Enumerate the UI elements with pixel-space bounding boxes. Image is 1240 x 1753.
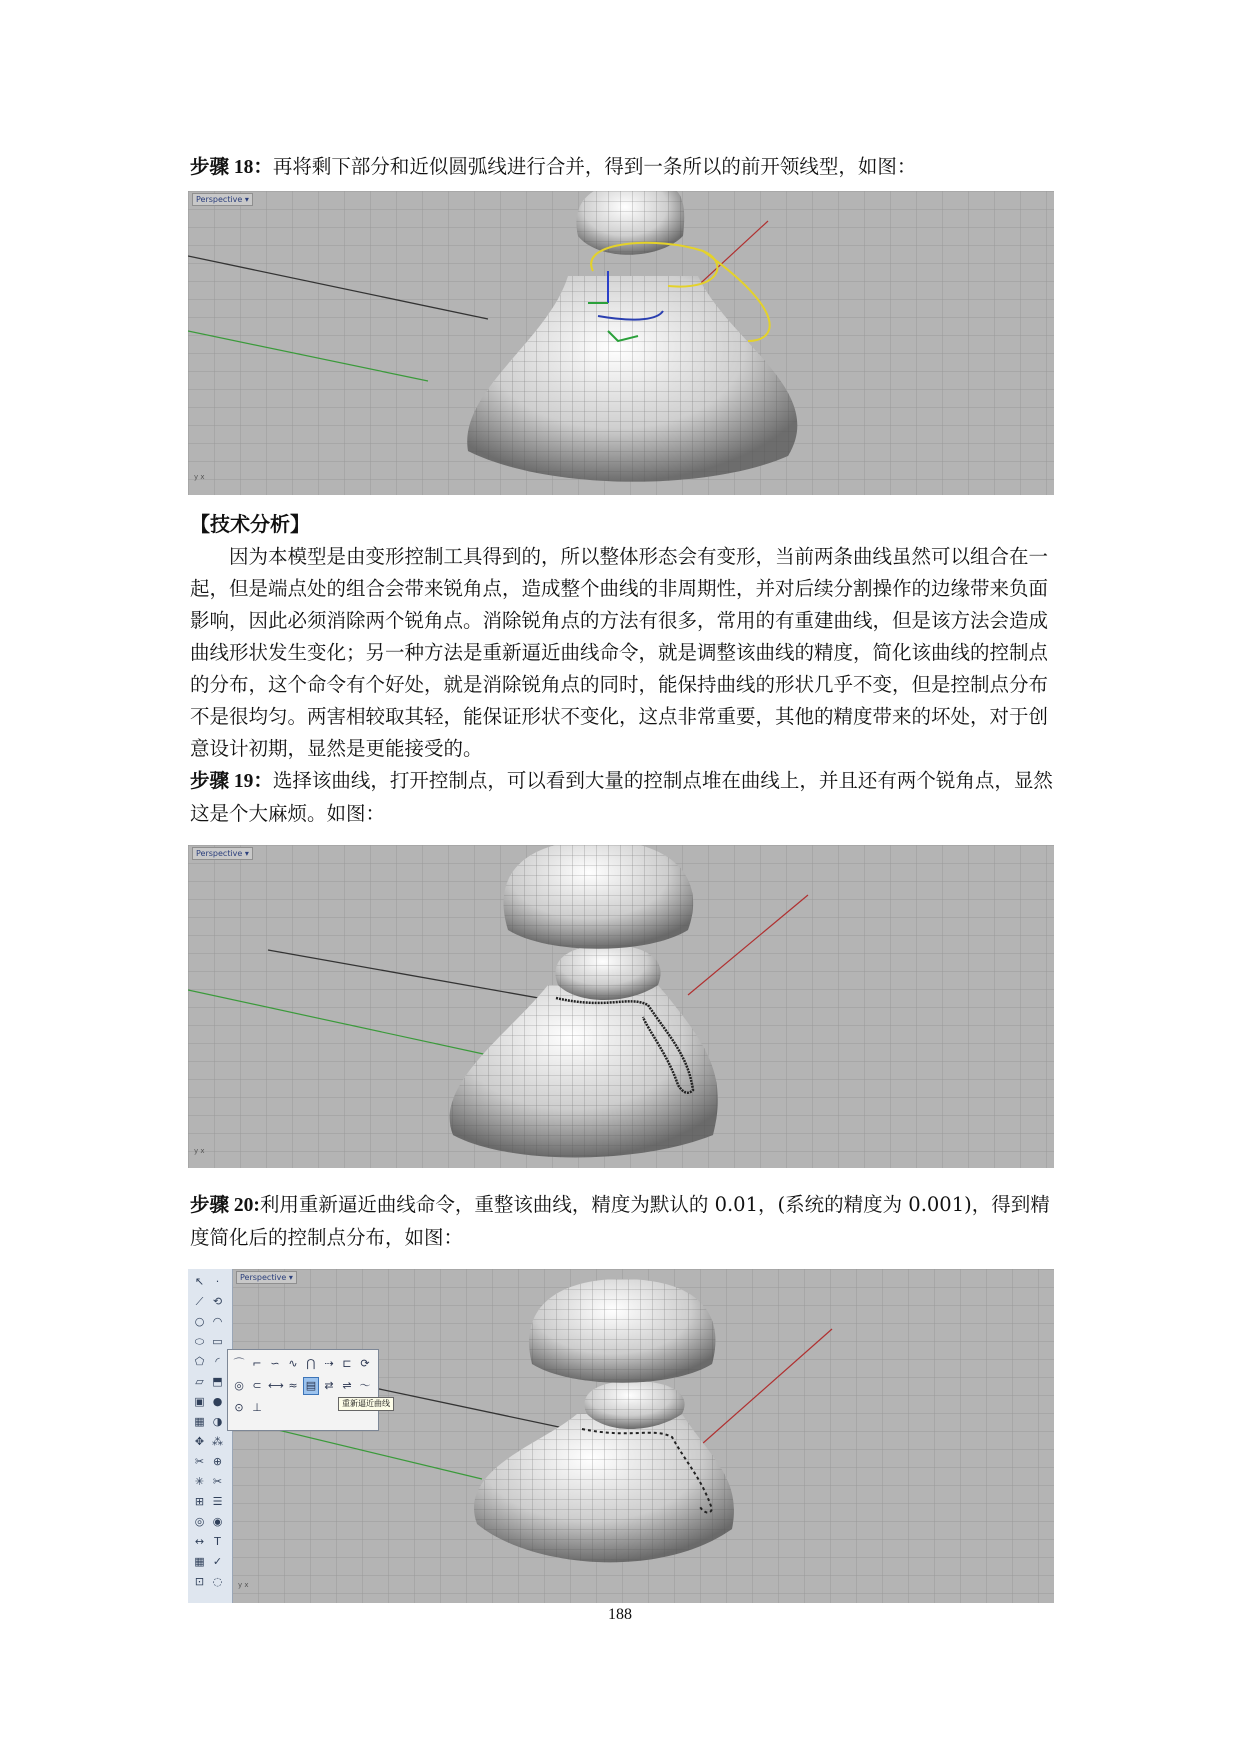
figure-3-render	[232, 1269, 1054, 1603]
render-icon[interactable]: ◉	[212, 1515, 223, 1528]
ellipse-icon[interactable]: ⬭	[194, 1335, 205, 1348]
curve-icon[interactable]: ⟲	[212, 1295, 223, 1308]
fillet-icon[interactable]: ◜	[215, 1355, 220, 1368]
step-20-paragraph	[190, 1189, 1054, 1254]
chamfer-icon[interactable]: ⌐	[252, 1357, 262, 1370]
solid-box-icon[interactable]: ▣	[194, 1395, 205, 1408]
grid-icon[interactable]: ▦	[194, 1555, 205, 1568]
arc-blend-icon[interactable]: ⋂	[306, 1357, 316, 1370]
fillet-curve-icon[interactable]: ⌒	[233, 1357, 245, 1370]
arc-icon[interactable]: ◠	[212, 1315, 223, 1328]
rebuild-nonuniform-icon[interactable]: ◎	[234, 1379, 244, 1392]
extrude-icon[interactable]: ⬒	[212, 1375, 223, 1388]
text-icon[interactable]: T	[214, 1535, 221, 1548]
lock-icon[interactable]: ⊡	[194, 1575, 205, 1588]
dimension-icon[interactable]: ↔	[194, 1535, 205, 1548]
check-icon[interactable]: ✓	[212, 1555, 223, 1568]
polyline-icon[interactable]: ⟋	[195, 1295, 204, 1308]
layer-icon[interactable]: ☰	[212, 1495, 223, 1508]
curve-from-objects-icon[interactable]: ⊙	[234, 1401, 244, 1414]
blend-curve-icon[interactable]: ∽	[270, 1357, 280, 1370]
figure-2-render	[188, 845, 1054, 1168]
figure-3-viewport-label[interactable]	[236, 1271, 297, 1284]
step-20-text: 利用重新逼近曲线命令，重整该曲线，精度为默认的 0.01，(系统的精度为 0.001)，得到精度简化后的控制点分布，如图：	[190, 1193, 1050, 1249]
figure-3-viewport[interactable]	[232, 1269, 1054, 1603]
curve-tools-flyout	[227, 1349, 379, 1431]
mesh-icon[interactable]: ▦	[194, 1415, 205, 1428]
rebuild-tooltip: 重新逼近曲线	[338, 1397, 394, 1411]
viewport-name: Perspective	[196, 849, 243, 858]
connect-icon[interactable]: ⇢	[324, 1357, 334, 1370]
analyze-icon[interactable]: ◎	[194, 1515, 205, 1528]
point-icon[interactable]: ·	[215, 1275, 220, 1288]
chevron-down-icon: ▾	[288, 1273, 293, 1282]
refit-curve-icon[interactable]: ▤	[305, 1379, 317, 1392]
figure-1-viewport[interactable]	[188, 191, 1054, 495]
simplify-icon[interactable]: ⇌	[342, 1379, 352, 1392]
chevron-down-icon: ▾	[244, 849, 249, 858]
match-icon[interactable]: ≈	[288, 1379, 298, 1392]
chevron-down-icon: ▾	[244, 195, 249, 204]
rhino-toolbar	[188, 1269, 233, 1603]
split-icon[interactable]: ✂	[194, 1455, 205, 1468]
step-19-label: 步骤 19：	[190, 771, 273, 792]
surface-icon[interactable]: ▱	[195, 1375, 204, 1388]
offset-curve-icon[interactable]: ⊏	[342, 1357, 352, 1370]
project-icon[interactable]: ⊥	[252, 1401, 262, 1414]
group-icon[interactable]: ⊞	[194, 1495, 205, 1508]
step-19-paragraph	[190, 765, 1054, 830]
fair-icon[interactable]: 〜	[359, 1379, 371, 1392]
svg-text:y x: y x	[194, 473, 205, 481]
select-arrow-icon[interactable]: ↖	[194, 1275, 205, 1288]
explode-icon[interactable]: ✳	[194, 1475, 205, 1488]
circle-icon[interactable]: ○	[194, 1315, 205, 1328]
solid-sphere-icon[interactable]: ●	[212, 1395, 223, 1408]
viewport-name: Perspective	[196, 195, 243, 204]
figure-2-viewport[interactable]	[188, 845, 1054, 1168]
step-20-label: 步骤 20:	[190, 1195, 260, 1216]
analysis-body: 因为本模型是由变形控制工具得到的，所以整体形态会有变形，当前两条曲线虽然可以组合在一起，但是端点处的组合会带来锐角点，造成整个曲线的非周期性，并对后续分割操作的边缘带来负面影响，因此必须消除两个锐角点。消除锐角点的方法有很多，常用的有重建曲线，但是该方法会造成曲线形状发生变化；另一种方法是重新逼近曲线命令，就是调整该曲线的精度，简化该曲线的控制点的分布，这个命令有个好处，就是消除锐角点的同时，能保持曲线的形状几乎不变，但是控制点分布不是很均匀。两害相较取其轻，能保证形状不变化，这点非常重要，其他的精度带来的坏处，对于创意设计初期，显然是更能接受的。	[190, 545, 1049, 760]
join-icon[interactable]: ⊕	[212, 1455, 223, 1468]
viewport-name: Perspective	[240, 1273, 287, 1282]
figure-1-viewport-label[interactable]	[192, 193, 253, 206]
boolean-icon[interactable]: ◑	[212, 1415, 223, 1428]
rectangle-icon[interactable]: ▭	[212, 1335, 223, 1348]
figure-1-render	[188, 191, 1054, 495]
analysis-heading: 【技术分析】	[190, 512, 310, 536]
step-19-text: 选择该曲线，打开控制点，可以看到大量的控制点堆在曲线上，并且还有两个锐角点，显然这是个大麻烦。如图：	[190, 769, 1053, 825]
step-18-text: 再将剩下部分和近似圆弧线进行合并，得到一条所以的前开领线型，如图：	[272, 155, 917, 178]
rebuild-curve-icon[interactable]: ⟳	[360, 1357, 370, 1370]
trim-icon[interactable]: ✂	[212, 1475, 223, 1488]
convert-icon[interactable]: ⇄	[324, 1379, 334, 1392]
array-icon[interactable]: ⁂	[212, 1435, 223, 1448]
polygon-icon[interactable]: ⬠	[194, 1355, 205, 1368]
step-18-paragraph	[190, 151, 1054, 184]
adjustable-blend-icon[interactable]: ∿	[288, 1357, 298, 1370]
step-18-label: 步骤 18：	[190, 157, 273, 178]
svg-text:y x: y x	[194, 1147, 205, 1155]
svg-text:y x: y x	[238, 1581, 249, 1589]
page-number: 188	[608, 1606, 632, 1623]
hide-icon[interactable]: ◌	[212, 1575, 223, 1588]
extend-icon[interactable]: ⟷	[268, 1379, 284, 1392]
transform-icon[interactable]: ✥	[194, 1435, 205, 1448]
fit-curve-icon[interactable]: ⊂	[252, 1379, 262, 1392]
figure-2-viewport-label[interactable]	[192, 847, 253, 860]
